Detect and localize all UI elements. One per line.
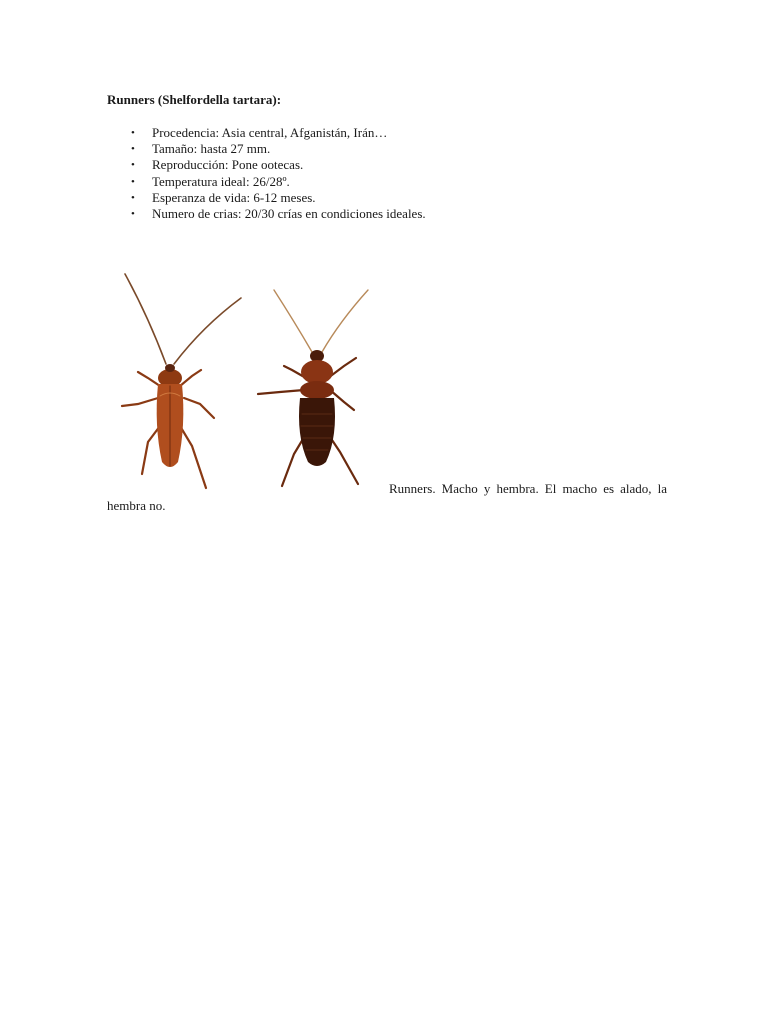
list-item [107, 206, 426, 222]
figure-caption: Runners. Macho y hembra. El macho es alado, la hembra no. [107, 481, 667, 513]
list-item [107, 174, 426, 190]
cockroach-photo [108, 266, 386, 494]
bullet-icon: • [131, 127, 135, 139]
male-cockroach-image [122, 274, 241, 488]
list-item [107, 157, 426, 173]
list-item [107, 190, 426, 206]
facts-list [107, 125, 426, 222]
bullet-icon: • [131, 191, 135, 204]
list-item [107, 141, 426, 157]
page-title: Runners (Shelfordella tartara): [107, 92, 282, 107]
bullet-icon: • [131, 208, 135, 221]
fact-origin: Procedencia: Asia central, Afganistán, Irán… [152, 125, 388, 140]
bullet-icon: • [131, 143, 135, 156]
fact-size: Tamaño: hasta 27 mm. [152, 141, 271, 157]
female-cockroach-image [258, 290, 368, 486]
fact-reproduction: Reproducción: Pone ootecas. [152, 157, 304, 173]
fact-lifespan: Esperanza de vida: 6-12 meses. [152, 189, 316, 205]
fact-offspring: Numero de crias: 20/30 crías en condiciones ideales. [152, 206, 426, 222]
fact-temperature: Temperatura ideal: 26/28º. [152, 173, 290, 189]
bullet-icon: • [131, 175, 135, 188]
bullet-icon: • [131, 159, 135, 172]
list-item [107, 125, 426, 141]
